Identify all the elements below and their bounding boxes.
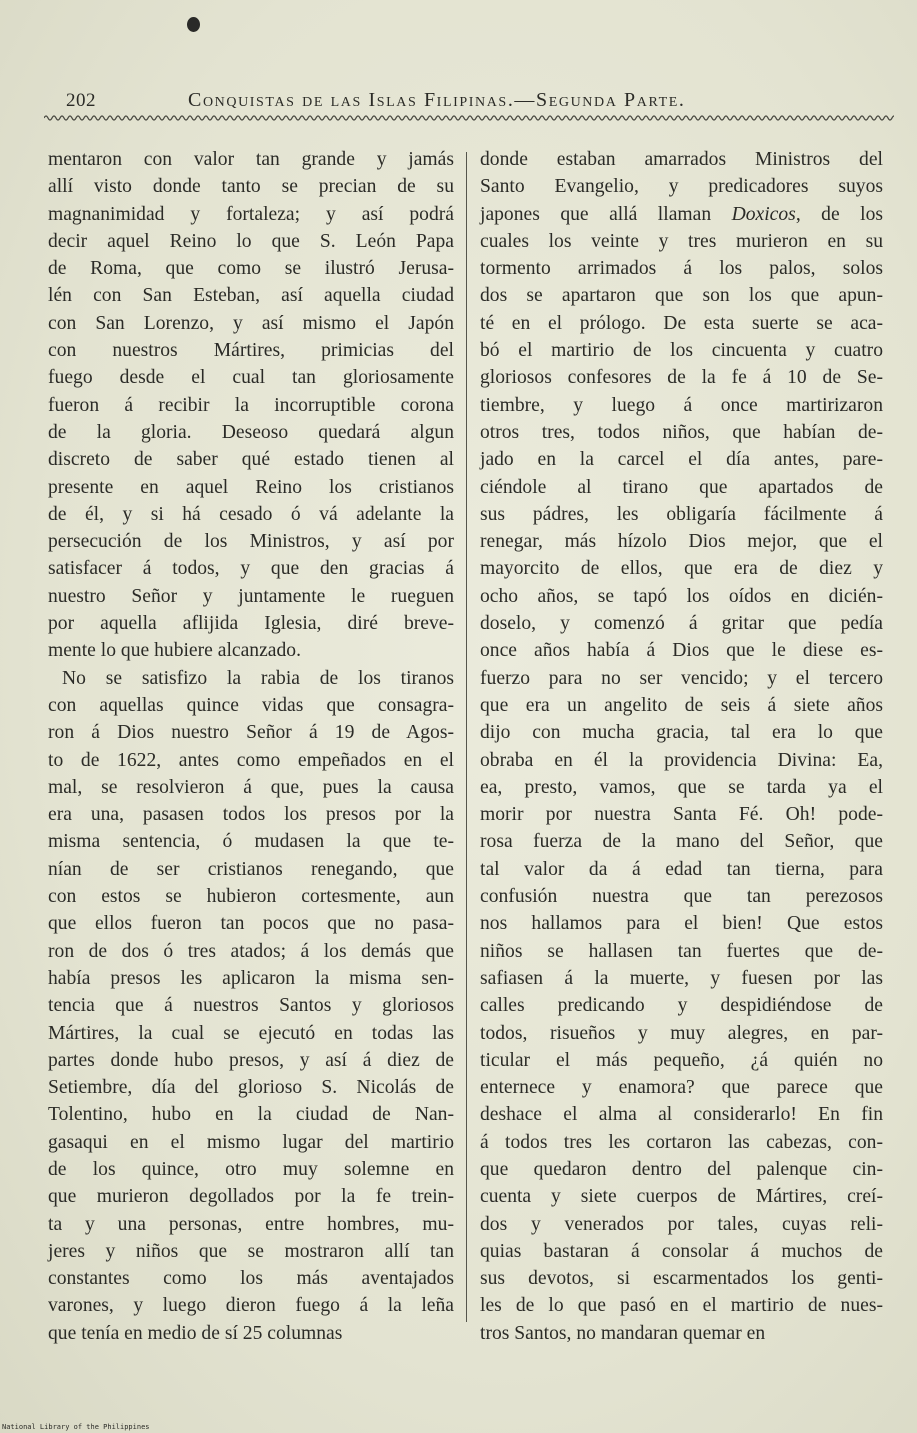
text-line: Mártires, la cual se ejecutó en todas las bbox=[48, 1022, 454, 1044]
text-line: No se satisfizo la rabia de los tiranos bbox=[62, 667, 454, 689]
right-column bbox=[480, 146, 883, 1347]
text-line: discreto de saber qué estado tienen al bbox=[48, 449, 454, 471]
text-line: quias bastaran á consolar á muchos de bbox=[480, 1240, 883, 1262]
text-line: cuenta y siete cuerpos de Mártires, creí- bbox=[480, 1186, 883, 1208]
text-line: bó el martirio de los cincuenta y cuatro bbox=[480, 340, 883, 362]
running-title: Conquistas de las Islas Filipinas.—Segunda Parte. bbox=[188, 89, 686, 111]
text-line: misma sentencia, ó mudasen la que te- bbox=[48, 831, 454, 853]
text-line: japones que allá llaman Doxicos, de los bbox=[480, 203, 883, 225]
text-line: deshace el alma al considerarlo! En fin bbox=[480, 1104, 883, 1126]
text-line: con San Lorenzo, y así mismo el Japón bbox=[48, 312, 454, 334]
text-line: de la gloria. Deseoso quedará algun bbox=[48, 421, 454, 443]
text-line: con aquellas quince vidas que consagra- bbox=[48, 694, 454, 716]
text-line: á todos tres les cortaron las cabezas, con- bbox=[480, 1131, 883, 1153]
text-line: to de 1622, antes como empeñados en el bbox=[48, 749, 454, 771]
text-line: morir por nuestra Santa Fé. Oh! pode- bbox=[480, 804, 883, 826]
text-line: ron á Dios nuestro Señor á 19 de Agos- bbox=[48, 722, 454, 744]
library-credit: National Library of the Philippines bbox=[2, 1423, 150, 1431]
text-line: gasaqui en el mismo lugar del martirio bbox=[48, 1131, 454, 1153]
text-line: rosa fuerza de la mano del Señor, que bbox=[480, 831, 883, 853]
text-line: les de lo que pasó en el martirio de nues- bbox=[480, 1295, 883, 1317]
header-rule bbox=[44, 112, 894, 124]
column-divider bbox=[466, 152, 467, 1322]
text-line: ron de dos ó tres atados; á los demás que bbox=[48, 940, 454, 962]
text-line: tencia que á nuestros Santos y gloriosos bbox=[48, 995, 454, 1017]
text-line: nuestro Señor y juntamente le rueguen bbox=[48, 585, 454, 607]
text-line: presente en aquel Reino los cristianos bbox=[48, 476, 454, 498]
text-line: doselo, y comenzó á gritar que pedía bbox=[480, 613, 883, 635]
page-header bbox=[0, 84, 917, 114]
text-line: once años había á Dios que le diese es- bbox=[480, 640, 883, 662]
text-line: tros Santos, no mandaran quemar en bbox=[480, 1322, 766, 1344]
text-line: Setiembre, día del glorioso S. Nicolás de bbox=[48, 1077, 454, 1099]
text-line: fuerzo para no ser vencido; y el tercero bbox=[480, 667, 883, 689]
text-line: gloriosos confesores de la fe á 10 de Se- bbox=[480, 367, 883, 389]
ink-spot bbox=[187, 17, 200, 32]
text-line: sus pádres, les obligaría fácilmente á bbox=[480, 503, 883, 525]
text-line: ciéndole al tirano que apartados de bbox=[480, 476, 883, 498]
text-line: dos se apartaron que son los que apun- bbox=[480, 285, 883, 307]
text-line: de los quince, otro muy solemne en bbox=[48, 1158, 454, 1180]
text-line: dijo con mucha gracia, tal era lo que bbox=[480, 722, 883, 744]
text-line: enternece y enamora? que parece que bbox=[480, 1077, 883, 1099]
text-line: ocho años, se tapó los oídos en dicién- bbox=[480, 585, 883, 607]
text-line: tiembre, y luego á once martirizaron bbox=[480, 394, 883, 416]
text-line: satisfacer á todos, y que den gracias á bbox=[48, 558, 454, 580]
text-line: dos y venerados por tales, cuyas reli- bbox=[480, 1213, 883, 1235]
text-line: mayorcito de ellos, que era de diez y bbox=[480, 558, 883, 580]
text-line: ea, presto, vamos, que se tarda ya el bbox=[480, 776, 883, 798]
text-line: ticular el más pequeño, ¿á quién no bbox=[480, 1049, 883, 1071]
text-line: niños se hallasen tan fuertes que de- bbox=[480, 940, 883, 962]
text-line: allí visto donde tanto se precian de su bbox=[48, 176, 454, 198]
left-column bbox=[48, 146, 454, 1347]
text-line: decir aquel Reino lo que S. León Papa bbox=[48, 230, 454, 252]
text-line: magnanimidad y fortaleza; y así podrá bbox=[48, 203, 454, 225]
text-line: nían de ser cristianos renegando, que bbox=[48, 858, 454, 880]
text-line: que tenía en medio de sí 25 columnas bbox=[48, 1322, 343, 1344]
text-line: persecución de los Ministros, y así por bbox=[48, 531, 454, 553]
text-line: mente lo que hubiere alcanzado. bbox=[48, 640, 301, 662]
text-line: Santo Evangelio, y predicadores suyos bbox=[480, 176, 883, 198]
text-line: lén con San Esteban, así aquella ciudad bbox=[48, 285, 454, 307]
text-line: tormento arrimados á los palos, solos bbox=[480, 258, 883, 280]
text-line: Tolentino, hubo en la ciudad de Nan- bbox=[48, 1104, 454, 1126]
text-line: tal valor da á edad tan tierna, para bbox=[480, 858, 883, 880]
text-line: sus devotos, si escarmentados los genti- bbox=[480, 1268, 883, 1290]
text-line: té en el prólogo. De esta suerte se aca- bbox=[480, 312, 883, 334]
text-line: había presos les aplicaron la misma sen- bbox=[48, 967, 454, 989]
text-line: constantes como los más aventajados bbox=[48, 1268, 454, 1290]
text-line: otros tres, todos niños, que habían de- bbox=[480, 421, 883, 443]
text-line: jado en la carcel el día antes, pare- bbox=[480, 449, 883, 471]
text-line: era una, pasasen todos los presos por la bbox=[48, 804, 454, 826]
text-line: que murieron degollados por la fe trein- bbox=[48, 1186, 454, 1208]
text-line: de Roma, que como se ilustró Jerusa- bbox=[48, 258, 454, 280]
page-number: 202 bbox=[66, 90, 96, 111]
text-line: partes donde hubo presos, y así á diez de bbox=[48, 1049, 454, 1071]
text-line: con estos se hubieron cortesmente, aun bbox=[48, 886, 454, 908]
text-line: fuego desde el cual tan gloriosamente bbox=[48, 367, 454, 389]
text-line: nos hallamos para el bien! Que estos bbox=[480, 913, 883, 935]
text-line: calles predicando y despidiéndose de bbox=[480, 995, 883, 1017]
text-line: con nuestros Mártires, primicias del bbox=[48, 340, 454, 362]
text-line: fueron á recibir la incorruptible corona bbox=[48, 394, 454, 416]
text-line: jeres y niños que se mostraron allí tan bbox=[48, 1240, 454, 1262]
text-line: varones, y luego dieron fuego á la leña bbox=[48, 1295, 454, 1317]
text-line: confusión nuestra que tan perezosos bbox=[480, 886, 883, 908]
text-line: que quedaron dentro del palenque cin- bbox=[480, 1158, 883, 1180]
text-line: de él, y si há cesado ó vá adelante la bbox=[48, 503, 454, 525]
text-line: mal, se resolvieron á que, pues la causa bbox=[48, 776, 454, 798]
text-line: todos, risueños y muy alegres, en par- bbox=[480, 1022, 883, 1044]
text-line: ta y una personas, entre hombres, mu- bbox=[48, 1213, 454, 1235]
text-line: obraba en él la providencia Divina: Ea, bbox=[480, 749, 883, 771]
text-line: renegar, más hízolo Dios mejor, que el bbox=[480, 531, 883, 553]
text-line: que ellos fueron tan pocos que no pasa- bbox=[48, 913, 454, 935]
text-line: cuales los veinte y tres murieron en su bbox=[480, 230, 883, 252]
text-line: safiasen á la muerte, y fuesen por las bbox=[480, 967, 883, 989]
text-line: que era un angelito de seis á siete años bbox=[480, 694, 883, 716]
text-line: donde estaban amarrados Ministros del bbox=[480, 149, 883, 170]
text-line: mentaron con valor tan grande y jamás bbox=[48, 149, 454, 170]
text-line: por aquella aflijida Iglesia, diré breve- bbox=[48, 613, 454, 635]
